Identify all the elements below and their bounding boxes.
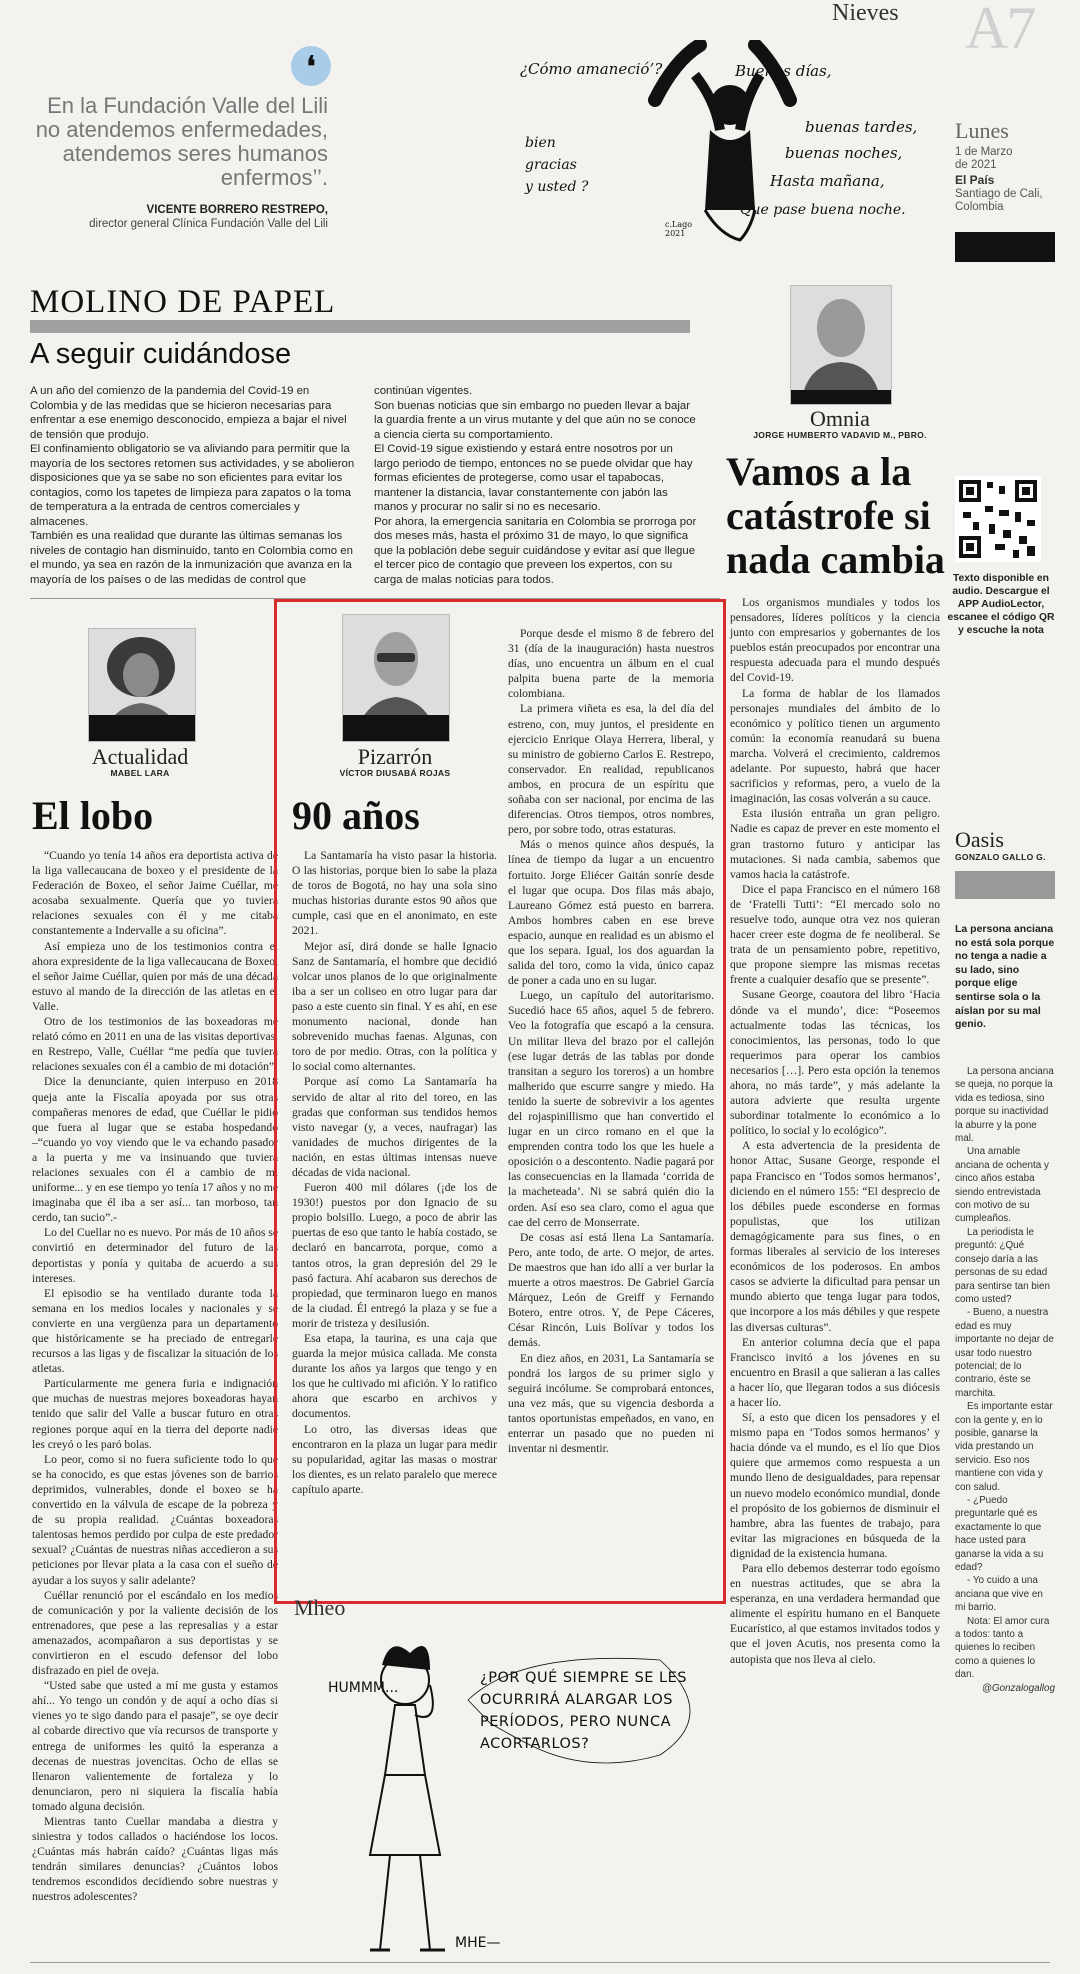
pizarron-paragraph: Mejor así, dirá donde se halle Ignacio Sanz de Santamaría, el hombre que decidió volcar unos planos de lo que originalmente iba a ser un coliseo en otro lugar para dar paso a este cuento sin final. Y es ahí, en ese monumento nacional, donde han sobrevenido muchas faenas. Algunas, con toro de por medio. Otras, con la política y lo social como alternantes.	[292, 939, 497, 1074]
top-cartoon	[505, 40, 925, 255]
omnia-title: Vamos a la catástrofe si nada cambia	[726, 449, 945, 582]
actualidad-paragraph: Otro de los testimonios de las boxeadoras me relató cómo en 2011 en una de las visitas deportivas, en Restrepo, Valle, Cuéllar “me pedía que tuviera relaciones sexuales con él a cambio de mi dotación”.	[32, 1015, 278, 1074]
pizarron-title: 90 años	[292, 793, 420, 838]
author-photo-omnia	[790, 285, 892, 405]
omnia-paragraph: Sí, a esto que dicen los pensadores y el mismo papa en ‘Todos somos hermanos’ y hacia dónde va el mundo, es el lío que Dios quiere que armemos como respuesta a un mundo lleno de desigualdades, para repensar un nuevo modelo económico mundial, donde el propósito de los gobiernos de disminuir el hambre, abra las fuentes de trabajo, para evitar las migraciones en búsqueda de la dignidad de la existencia humana.	[730, 1411, 940, 1560]
pizarron-paragraph: Más o menos quince años después, la línea de tiempo da lugar a un encuentro fortuito. Jorge Eliécer Gaitán sonríe desde el lugar que ocupa. Dos filas más abajo, Laureano Gómez está puesto en barrera. Ambos hombres caben en ese breve espacio, aunque en realidad es un abismo el que los separa. Igual, los dos aguardan la salida del toro, como la vida, único capaz de poner a cada uno en su lugar.	[508, 838, 714, 988]
cartoon-text-greeting-3: buenas noches,	[785, 144, 903, 162]
omnia-paragraph: Para ello debemos desterrar todo egoísmo en nuestras actitudes, que se abra la esperanza, en una verdadera hermandad que alimente el espíritu humano en el Banquete Eucarístico, al que estamos invitados todos y que el joven Acutis, nos presenta como la autopista que nos lleva al cielo.	[730, 1562, 940, 1666]
actualidad-paragraph: “Usted sabe que usted a mí me gusta y estamos ahí... Yo tengo un condón y de aquí a ocho días si vienes yo te sigo dando para el pasaje”, se oye decir al cobarde directivo que vía recursos de transporte y entrega de uniformes les quitó la esperanza a decenas de nuestras jovencitas. Ocho de ellas se llenaron valientemente de fortaleza y lo denunciaron, pero ni siquiera la fiscalía había tomado alguna decisión.	[32, 1679, 278, 1813]
cartoon-signature: c.Lago 2021	[665, 220, 693, 238]
omnia-paragraph: En anterior columna decía que el papa Francisco invitó a los jóvenes en su encuentro en Brasil a que salieran a las calles a hacer lío, que llegaran todos a sus diócesis a hacer lío.	[730, 1335, 940, 1409]
omnia-paragraph: Los organismos mundiales y todos los pensadores, líderes políticos y la ciencia junto con empresarios y gobernantes de los pueblos están preocupados por encontrar una respuesta adecuada para el mundo después del Covid-19.	[730, 596, 940, 685]
cartoon-text-reply: bien gracias y usted ?	[525, 135, 589, 195]
actualidad-column-name: Actualidad	[91, 744, 189, 769]
portrait-icon	[791, 286, 891, 404]
oasis-paragraph: Una amable anciana de ochenta y cinco años estaba siendo entrevistada con motivo de su cumpleaños.	[955, 1146, 1049, 1225]
paper-name: El País	[955, 173, 995, 187]
omnia-body	[730, 595, 940, 1667]
mheo-signature: MHE—	[455, 1935, 501, 1951]
pizarron-paragraph: Porque así como La Santamaría ha servido de altar al rito del toreo, en las gradas que conforman sus tendidos hemos visto navegar (y, a veces, naufragar) las vanidades de muchos dirigentes de la nación, en estas últimas intensas nueve décadas de vida nacional.	[292, 1075, 497, 1179]
author-photo-pizarron	[342, 614, 450, 742]
qr-code-icon	[955, 476, 1041, 562]
section-title: MOLINO DE PAPEL	[30, 284, 336, 320]
oasis-paragraph: La persona anciana se queja, no porque la vida es tediosa, sino porque su inactividad la aburre y la pone mal.	[955, 1066, 1054, 1145]
actualidad-paragraph: Particularmente me genera furia e indignación que muchas de nuestras mejores boxeadoras hayan tenido que salir del Valle a buscar futuro en otras regiones porque aquí en la tierra del deporte nadie les creyó o les paró bolas.	[32, 1377, 278, 1451]
omnia-paragraph: Esta ilusión entraña un gran peligro. Nadie es capaz de prever en este momento el gran trastorno futuro y anticipar las mutaciones. Si nada cambia, sabemos que vamos hacia la catástrofe.	[730, 807, 940, 881]
oasis-paragraph: - Bueno, a nuestra edad es muy importante no dejar de usar todo nuestro potencial; de lo contrario, éste se marchita.	[955, 1307, 1054, 1399]
pizarron-author: VÍCTOR DIUSABÁ ROJAS	[339, 768, 451, 778]
pizarron-paragraph: En diez años, en 2031, La Santamaría se pondrá los largos de su primer siglo y seguirá incólume. Se comprobará entonces, una vez más, que su vigencia desborda a tantos oportunistas empeñados, en vano, en enterrar un pasado que no pueden ni inventar ni desmentir.	[508, 1351, 714, 1456]
pizarron-column-name: Pizarrón	[357, 744, 433, 769]
mheo-label: Mheo	[294, 1595, 346, 1620]
divider-bottom	[30, 1962, 1050, 1963]
actualidad-paragraph: Lo peor, como si no fuera suficiente todo lo que se ha conocido, es que estas jóvenes son de barrios deprimidos, vulnerables, donde el boxeo se ha convertido en la válvula de escape de la pobreza y de su propia realidad. ¿Cuántas boxeadoras talentosas hemos perdido por culpa de este predador sexual? ¿Cuántas de nuestras niñas accedieron a sus peticiones por llevar plata a la casa con el sueño de ayudar a los suyos y salir adelante?	[32, 1452, 278, 1587]
actualidad-paragraph: Mientras tanto Cuellar mandaba a diestra y siniestra y todos callados o haciéndose los locos. ¿Cuántas más habrán caído? ¿Cuántas ligas más tendrán similares denuncias? ¿Cuántos lobos tendremos escondidos decidiendo sobre nuestras y nuestros adolescentes?	[32, 1815, 278, 1904]
oasis-lead: La persona anciana no está sola porque no tenga a nadie a su lado, sino porque elige sentirse sola o la aíslan por su mal genio.	[955, 923, 1055, 1031]
actualidad-paragraph: Cuéllar renunció por el escándalo en los medios de comunicación y por la valiente decisión de los entrenadores, que pese a las represalias y a estar amenazados, acompañaron a sus deportistas y se convirtieron en el escudo defensor del lobo disfrazado en piel de oveja.	[32, 1588, 278, 1678]
cartoon-text-greeting-1: Buenos días,	[735, 62, 832, 80]
actualidad-title: El lobo	[32, 793, 154, 838]
qr-caption: Texto disponible en audio. Descargue el APP AudioLector, escanee el código QR y escuche la nota	[947, 573, 1055, 636]
divider-horizontal	[30, 598, 720, 599]
actualidad-body	[32, 848, 278, 1905]
cartoon-text-greeting-5: Que pase buena noche.	[740, 202, 906, 218]
oasis-column-name: Oasis	[955, 827, 1004, 852]
pizarron-col-2	[508, 626, 714, 1456]
actualidad-paragraph: Dice la denunciante, quien interpuso en 2018 queja ante la Fiscalía apoyada por sus otras compañeras menores de edad, que Cuéllar le pidió que fuera al lugar que se estaba hospedando –“cuando yo voy viendo que le va echando pasador a la puerta y me va insinuando que tuviera relaciones sexuales con él a cambio de mi uniforme... y en ese tiempo yo tenía 17 años y no me imaginaba que él iba a ser así... tan morboso, tan cerdo, tan sucio”.-	[32, 1075, 278, 1225]
masthead-black-bar	[955, 232, 1055, 262]
editorial-paragraph: Son buenas noticias que sin embargo no pueden llevar a bajar la guardia frente a un virus mutante y del que aún no se conoce a ciencia cierta su comportamiento.	[374, 399, 696, 441]
date-full: 1 de Marzo de 2021	[955, 146, 1013, 171]
pizarron-paragraph: La primera viñeta es esa, la del día del estreno, con, muy juntos, el presidente en ejercicio Enrique Olaya Herrera, liberal, y su ministro de gobierno Carlos E. Restrepo, conservador. En realidad, republicanos ambos, en procura de un espíritu que soñaba con ser nacional, por encima de las diferencias. Otros tiempos, otros nombres, pero, por sobre todo, otras estaturas.	[508, 702, 714, 837]
oasis-paragraph: - Yo cuido a una anciana que vive en mi barrio.	[955, 1575, 1043, 1614]
omnia-paragraph: A esta advertencia de la presidenta de honor Attac, Susane George, responde el papa Francisco en ‘Todos somos hermanos’, diciendo en el número 155: “El desprecio de los débiles puede esconderse en formas populistas, que los utilizan demagógicamente para sus fines, o en formas liberales al servicio de los intereses económicos de los poderosos. En ambos casos se advierte la dificultad para pensar un mundo abierto que tenga lugar para todos, que incorpore a los más débiles y que respete las diversas culturas”.	[730, 1139, 940, 1334]
omnia-paragraph: Dice el papa Francisco en el número 168 de ‘Fratelli Tutti’: “El mercado solo no resuelve todo, aunque otra vez nos quieran hacer creer este dogma de fe neoliberal. Se trata de un pensamiento pobre, repetitivo, que propone siempre las mismas recetas frente a cualquier desafío que se presente”.	[730, 882, 940, 987]
actualidad-paragraph: Lo del Cuellar no es nuevo. Por más de 10 años se convirtió en determinador del futuro de las deportistas y ponía y quitaba de acuerdo a sus intereses.	[32, 1226, 278, 1285]
section-name: Nieves	[832, 0, 899, 26]
oasis-author: GONZALO GALLO G.	[955, 852, 1046, 862]
mheo-sound-text: HUMMM...	[328, 1680, 399, 1696]
omnia-column-name: Omnia	[810, 406, 870, 431]
oasis-handle: @Gonzalogallog	[981, 1682, 1055, 1694]
quote-text: En la Fundación Valle del Lili no atendemos enfermedades, atendemos seres humanos enfermos’’.	[35, 93, 328, 190]
pizarron-paragraph: Esa etapa, la taurina, es una caja que guarda la mejor música callada. Me consta durante los años ya largos que tengo y en los que he cultivado mi afición. Y lo ratifico ahora que escarbo en archivos y documentos.	[292, 1332, 497, 1421]
actualidad-paragraph: “Cuando yo tenía 14 años era deportista activa de la liga vallecaucana de boxeo y el presidente de la Federación de Boxeo, el señor Jaime Cuéllar, me acosaba sexualmente. Quería que yo tuviera relaciones sexuales con él y me citaba constantemente a Indervalle a su oficina”.	[32, 849, 278, 938]
pizarron-paragraph: De cosas así está llena La Santamaría. Pero, ante todo, de arte. O mejor, de artes. De maestros que han ido allí a ver burlar la muerte a otros maestros. De Gabriel García Márquez, León de Greiff y Fernando Botero, entre otros. Y, de Pepe Cáceres, César Rincón, Luis Bolívar y todos los demás.	[508, 1230, 714, 1350]
city-name: Santiago de Cali, Colombia	[955, 188, 1043, 213]
pizarron-paragraph: Fueron 400 mil dólares (¡de los de 1930!) puestos por don Ignacio de su propio bolsillo. Luego, a poco de abrir las puertas de eso que tanto le había costado, se declaró en bancarrota, porque, como a tantos otros, la gran depresión del 29 le pasó factura. Ahí acabaron sus derechos de propiedad, que terminaron luego en manos de la ciudad. Él entregó la plaza y se fue a morir de tristeza y desilusión.	[292, 1181, 497, 1330]
cartoon-text-greeting-4: Hasta mañana,	[770, 172, 885, 190]
oasis-bar	[955, 871, 1055, 899]
omnia-paragraph: Susane George, coautora del libro ‘Hacia dónde va el mundo’, dice: “Poseemos actualmente todas las técnicas, los conocimientos, las personas, todo lo que requerimos para operar los cambios necesarios […]. Pero esta opción la tenemos ahora, no más tarde”, y más adelante la autora advierte que resulta urgente subordinar totalmente lo económico a lo político, lo social y lo ecológico”.	[730, 988, 940, 1138]
editorial-paragraph: Por ahora, la emergencia sanitaria en Colombia se prorroga por dos meses más, hasta el próximo 31 de mayo, lo que significa que la población debe seguir cuidándose y evitar así que llegue el tercer pico de contagio que preveen los expertos, con su carga de malas noticias para todos.	[374, 515, 697, 586]
actualidad-paragraph: El episodio se ha ventilado durante toda la semana en los medios locales y nacionales y se convierte en una vergüenza para un departamento que históricamente se ha preciado de entregarle recursos a las ligas y de fiscalizar la situación de los atletas.	[32, 1286, 278, 1376]
pizarron-col-1	[292, 848, 497, 1497]
oasis-body	[955, 1065, 1055, 1695]
pizarron-paragraph: Porque desde el mismo 8 de febrero del 31 (día de la inauguración) hasta nuestros días, uno encuentra un álbum en el cual palpita buena parte de la memoria colombiana.	[508, 627, 714, 701]
oasis-paragraph: La periodista le preguntó: ¿Qué consejo daría a las personas de su edad para sentirse tan bien como usted?	[955, 1226, 1050, 1305]
editorial-col-1	[30, 384, 355, 587]
mheo-bubble-text: ¿POR QUÉ SIEMPRE SE LES OCURRIRÁ ALARGAR LOS PERÍODOS, PERO NUNCA ACORTARLOS?	[480, 1670, 687, 1752]
oasis-paragraph: Nota: El amor cura a todos: tanto a quienes lo reciben como a quienes lo dan.	[955, 1615, 1050, 1681]
page-number: A7	[965, 0, 1035, 61]
oasis-paragraph: Es importante estar con la gente y, en lo posible, ganarse la vida prestando un servicio. Eso nos mantiene con vida y con salud.	[955, 1401, 1053, 1493]
editorial-col-2	[374, 384, 699, 587]
date-day: Lunes	[955, 118, 1009, 143]
quote-icon: ❛	[291, 46, 331, 86]
editorial-paragraph: El Covid-19 sigue existiendo y estará entre nosotros por un largo periodo de tiempo, entonces no se puede olvidar que hay formas eficientes de protegerse, como usar el tapabocas, mantener la distancia, lavar constantemente con jabón las manos y procurar no salir si no es necesario.	[374, 443, 693, 513]
actualidad-author: MABEL LARA	[110, 768, 170, 778]
quote-author: VICENTE BORRERO RESTREPO,	[146, 204, 328, 216]
editorial-title: A seguir cuidándose	[30, 338, 292, 370]
omnia-paragraph: La forma de hablar de los llamados personajes mundiales del ámbito de lo económico y político tienen un argumento común: la economía reanudará su buena marcha. Volverá el crecimiento, caldremos adelante. Por supuesto, habrá que hacer sacrificios y reformas, pero, a vuelo de la imaginación, las cosas volverán a su cauce.	[730, 686, 940, 806]
author-photo-actualidad	[88, 628, 196, 742]
cartoon-text-left: ¿Cómo amaneció’?	[520, 60, 663, 78]
section-title-bar	[30, 320, 690, 333]
pizarron-paragraph: La Santamaría ha visto pasar la historia. O las historias, porque bien lo sabe la plaza de toros de Bogotá, no hay una sola sino muchas historias durante estos 90 años que cumple, casi que en el anonimato, en este 2021.	[292, 849, 497, 938]
omnia-author: JORGE HUMBERTO VADAVID M., PBRO.	[753, 430, 927, 440]
editorial-paragraph: El confinamiento obligatorio se va aliviando para permitir que la mayoría de los sectores retomen sus actividades, y se abolieron disposiciones que ya se sabe no son eficientes para evitar los contagios, como los tapetes de limpieza para zapatos o la toma de temperatura a la entrada de centros comerciales y almacenes.	[30, 443, 355, 528]
cartoon-text-greeting-2: buenas tardes,	[805, 118, 918, 136]
actualidad-paragraph: Así empieza uno de los testimonios contra el ahora expresidente de la liga vallecaucana de Boxeo, el señor Jaime Cuéllar, quien por más de una década estuvo al mando de la dirección de las atletas en el Valle.	[32, 939, 278, 1013]
editorial-paragraph: A un año del comienzo de la pandemia del Covid-19 en Colombia y de las medidas que se hicieron necesarias para enfrentar a ese enemigo desconocido, empieza a bajar el nivel de tensión que produjo.	[30, 385, 347, 441]
mheo-cartoon	[290, 1625, 720, 1970]
editorial-paragraph: También es una realidad que durante las últimas semanas los niveles de contagio han disminuido, tanto en Colombia como en el mundo, ya sea en razón de la inmunización que avanza en la mayoría de los países o de las medidas de control que	[30, 530, 353, 586]
pizarron-paragraph: Lo otro, las diversas ideas que encontraron en la plaza un lugar para medir su popularidad, agitar las masas o mostrar los dientes, es un relato paralelo que merece capítulo aparte.	[292, 1422, 497, 1496]
editorial-paragraph: continúan vigentes.	[374, 385, 473, 397]
oasis-paragraph: - ¿Puedo preguntarle qué es exactamente lo que hace usted para ganarse la vida a su edad?	[955, 1495, 1044, 1574]
quote-role: director general Clínica Fundación Valle del Lili	[89, 218, 328, 230]
pizarron-paragraph: Luego, un capítulo del autoritarismo. Sucedió hace 65 años, aquel 5 de febrero. Veo la fotografía que escapó a la censura. Un militar lleva del brazo por el callejón (ese lugar detrás de las tablas por donde transitan a seguro los toreros) a un hombre malherido que escurre sangre y miedo. Ha tenido la suerte de sobrevivir a los agentes del rojaspinillismo que han convertido el lugar en un circo romano en el que la emprenden contra todo los que les huele a oposición o a descontento. Nadie pagará por las consecuencias en la llamada ‘corrida de la macheteada’. Ni se sabrá quién dio la orden. Así eso sea claro, como el agua que cae del cerro de Monserrate.	[508, 989, 714, 1229]
